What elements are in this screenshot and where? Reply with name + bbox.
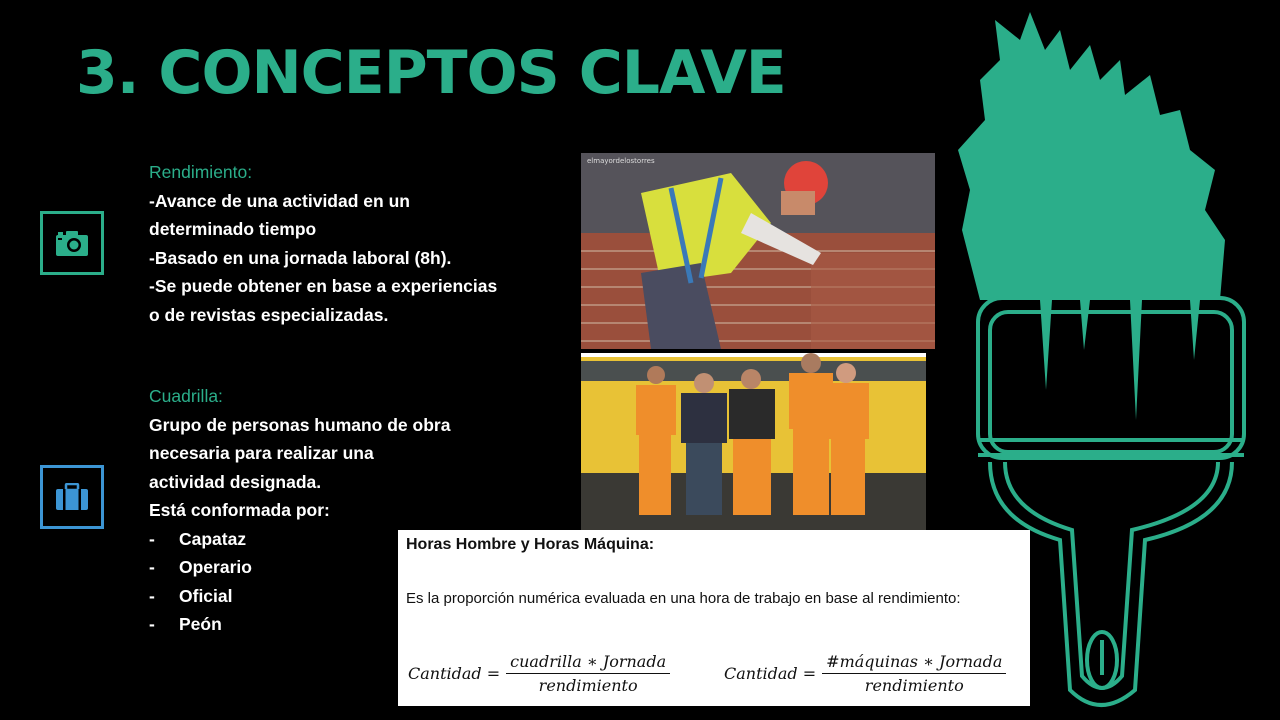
formula-lhs: Cantidad = [408, 664, 501, 683]
formula-lhs: Cantidad = [724, 664, 817, 683]
bricklayer-illustration [581, 153, 935, 349]
formula-denominator: rendimiento [864, 676, 964, 695]
briefcase-icon-box [40, 465, 104, 529]
formula-denominator: rendimiento [538, 676, 638, 695]
formula-numerator: #máquinas ∗ Jornada [822, 652, 1006, 674]
list-item: - Operario [149, 557, 252, 577]
rendimiento-line: -Avance de una actividad en un [149, 190, 410, 211]
rendimiento-line: o de revistas especializadas. [149, 304, 389, 325]
rendimiento-line: -Se puede obtener en base a experiencias [149, 276, 498, 296]
rendimiento-line: -Basado en una jornada laboral (8h). [149, 247, 452, 268]
bricklayer-photo [581, 153, 935, 349]
rendimiento-block [149, 158, 569, 329]
cuadrilla-heading: Cuadrilla: [149, 386, 223, 406]
cuadrilla-line: Está conformada por: [149, 500, 330, 520]
card-heading: Horas Hombre y Horas Máquina: [406, 536, 655, 553]
list-item: - Peón [149, 614, 222, 634]
rendimiento-heading: Rendimiento: [149, 162, 253, 182]
briefcase-icon [55, 483, 89, 511]
camera-icon-box [40, 211, 104, 275]
cuadrilla-line: actividad designada. [149, 471, 322, 492]
workers-group-photo [581, 353, 926, 531]
cuadrilla-line: Grupo de personas humano de obra [149, 414, 451, 435]
camera-icon [55, 229, 89, 257]
rendimiento-line: determinado tiempo [149, 219, 317, 239]
paintbrush-illustration [950, 0, 1280, 720]
horas-card [398, 530, 1030, 706]
list-item: - Capataz [149, 528, 247, 549]
card-text: Es la proporción numérica evaluada en una hora de trabajo en base al rendimiento: [406, 590, 961, 607]
workers-illustration [581, 353, 926, 531]
cuadrilla-line: necesaria para realizar una [149, 443, 374, 463]
slide-title: 3. CONCEPTOS CLAVE [76, 38, 786, 108]
formula-numerator: cuadrilla ∗ Jornada [506, 652, 670, 674]
photo-watermark: elmayordelostorres [587, 157, 655, 165]
formula-cuadrilla [408, 652, 670, 695]
list-item: - Oficial [149, 585, 233, 606]
